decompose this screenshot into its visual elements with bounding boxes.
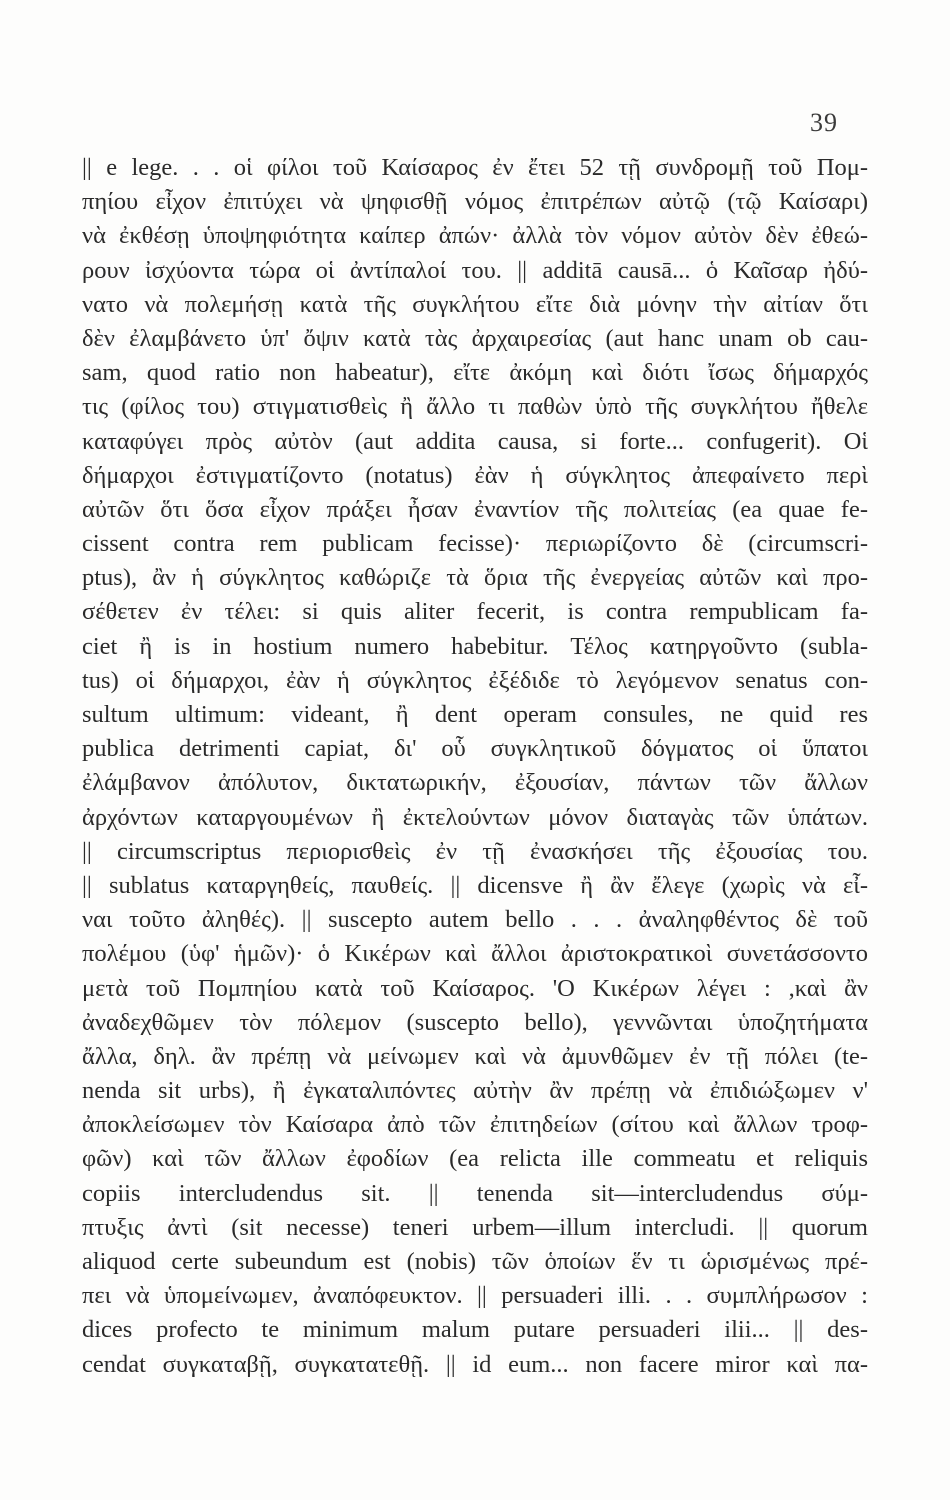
text-line: ἄλλα, δηλ. ἂν πρέπῃ νὰ μείνωμεν καὶ νὰ ἀμυνθῶμεν ἐν τῇ πόλει (te- [82,1042,868,1070]
text-line: copiis intercludendus sit. || tenenda sit—intercludendus σύμ- [82,1179,868,1207]
text-line: tus) οἱ δήμαρχοι, ἐὰν ἡ σύγκλητος ἐξέδιδε τὸ λεγόμενον senatus con- [82,666,868,694]
text-line: ἀναδεχθῶμεν τὸν πόλεμον (suscepto bello), γεννῶνται ὑποζητήματα [82,1008,868,1036]
text-line: ἀρχόντων καταργουμένων ἢ ἐκτελούντων μόνον διαταγὰς τῶν ὑπάτων. [82,803,868,831]
text-line: ρουν ἰσχύοντα τώρα οἱ ἀντίπαλοί του. || additā causā... ὁ Καῖσαρ ἠδύ- [82,256,868,284]
text-line: dices profecto te minimum malum putare persuaderi ilii... || des- [82,1316,868,1344]
text-line: cissent contra rem publicam fecisse)· περιωρίζοντο δὲ (circumscri- [82,530,868,558]
text-line: ciet ἢ is in hostium numero habebitur. Τέλος κατηργοῦντο (subla- [82,632,868,660]
text-line: νὰ ἐκθέσῃ ὑποψηφιότητα καίπερ ἀπών· ἀλλὰ τὸν νόμον αὐτὸν δὲν ἐθεώ- [82,222,868,250]
text-line: cendat συγκαταβῇ, συγκατατεθῇ. || id eum... non facere miror καὶ πα- [82,1350,868,1378]
text-line: πτυξις ἀντὶ (sit necesse) teneri urbem—illum intercludi. || quorum [82,1213,868,1241]
text-line: ναι τοῦτο ἀληθές). || suscepto autem bello . . . ἀναληφθέντος δὲ τοῦ [82,906,868,934]
text-line: aliquod certe subeundum est (nobis) τῶν ὁποίων ἕν τι ὡρισμένως πρέ- [82,1248,868,1275]
text-line: || circumscriptus περιορισθεὶς ἐν τῇ ἐνασκήσει τῆς ἐξουσίας του. [82,837,868,865]
text-line: ptus), ἂν ἡ σύγκλητος καθώριζε τὰ ὅρια τῆς ἐνεργείας αὐτῶν καὶ προ- [82,564,868,592]
text-line: sultum ultimum: videant, ἢ dent operam consules, ne quid res [82,701,868,728]
text-line: || e lege. . . οἱ φίλοι τοῦ Καίσαρος ἐν ἔτει 52 τῇ συνδρομῇ τοῦ Πομ- [82,154,868,181]
text-line: μετὰ τοῦ Πομπηίου κατὰ τοῦ Καίσαρος. 'Ο Κικέρων λέγει : ,καὶ ἂν [82,974,868,1002]
text-line: καταφύγει πρὸς αὐτὸν (aut addita causa, si forte... confugerit). Οἱ [82,427,868,455]
text-line: νατο νὰ πολεμήσῃ κατὰ τῆς συγκλήτου εἴτε διὰ μόνην τὴν αἰτίαν ὅτι [82,290,868,318]
page-number: 39 [810,108,838,137]
text-line: ἀποκλείσωμεν τὸν Καίσαρα ἀπὸ τῶν ἐπιτηδείων (σίτου καὶ ἄλλων τροφ- [82,1111,868,1139]
text-line: ἐλάμβανον ἀπόλυτον, δικτατωρικήν, ἐξουσίαν, πάντων τῶν ἄλλων [82,769,868,797]
text-line: πει νὰ ὑπομείνωμεν, ἀναπόφευκτον. || persuaderi illi. . . συμπλήρωσον : [82,1282,868,1310]
text-line: τις (φίλος του) στιγματισθεὶς ἢ ἄλλο τι παθὼν ὑπὸ τῆς συγκλήτου ἤθελε [82,393,868,421]
text-line: sam, quod ratio non habeatur), εἴτε ἀκόμη καὶ διότι ἴσως δήμαρχός [82,359,868,387]
text-line: πηίου εἶχον ἐπιτύχει νὰ ψηφισθῇ νόμος ἐπιτρέπων αὐτῷ (τῷ Καίσαρι) [82,188,868,216]
text-line: δὲν ἐλαμβάνετο ὑπ' ὄψιν κατὰ τὰς ἀρχαιρεσίας (aut hanc unam ob cau- [82,324,868,352]
text-line: σέθετεν ἐν τέλει: si quis aliter fecerit, is contra rempublicam fa- [82,598,868,626]
text-line: αὐτῶν ὅτι ὅσα εἶχον πράξει ἦσαν ἐναντίον τῆς πολιτείας (ea quae fe- [82,495,868,523]
text-line: δήμαρχοι ἐστιγματίζοντο (notatus) ἐὰν ἡ σύγκλητος ἀπεφαίνετο περὶ [82,461,868,489]
text-line: φῶν) καὶ τῶν ἄλλων ἐφοδίων (ea relicta ille commeatu et reliquis [82,1145,868,1173]
text-line: πολέμου (ὑφ' ἡμῶν)· ὁ Κικέρων καὶ ἄλλοι ἀριστοκρατικοὶ συνετάσσοντο [82,940,868,968]
text-line: publica detrimenti capiat, δι' οὗ συγκλητικοῦ δόγματος οἱ ὕπατοι [82,735,868,763]
text-line: nenda sit urbs), ἢ ἐγκαταλιπόντες αὐτὴν ἂν πρέπῃ νὰ ἐπιδιώξωμεν ν' [82,1077,868,1105]
commentary-text [82,151,868,1382]
text-line: || sublatus καταργηθείς, παυθείς. || dicensve ἢ ἂν ἔλεγε (χωρὶς νὰ εἶ- [82,871,868,899]
